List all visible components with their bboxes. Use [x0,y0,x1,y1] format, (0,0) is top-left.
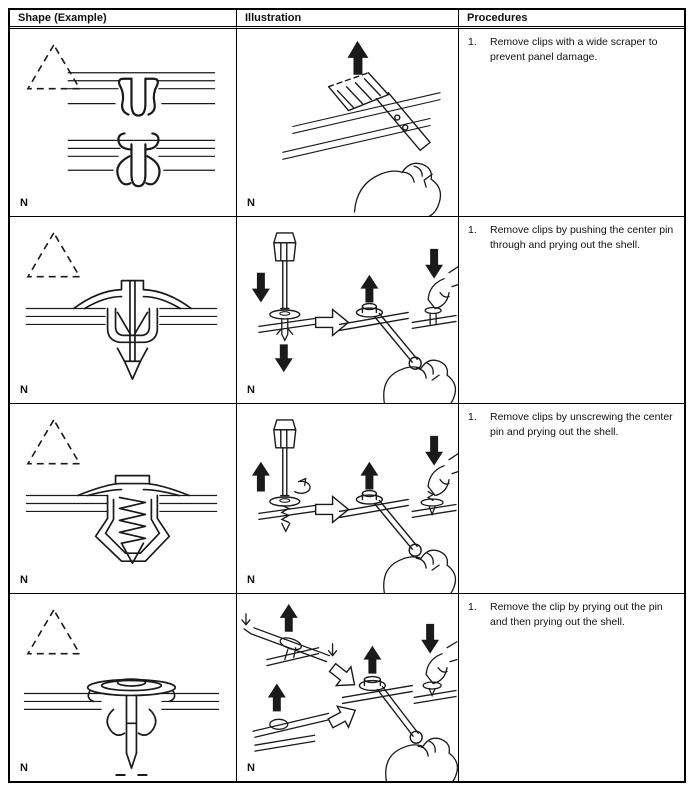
row3-shape-cell [10,404,237,594]
open-right-arrow-icon [316,310,349,336]
up-arrow-icon [363,646,381,674]
dashed-triangle-icon [28,45,80,89]
shape-code-label: N [20,197,29,209]
row4-illustration-cell [237,594,459,781]
illustration-code-label: N [247,384,256,396]
procedure-number: 1. [468,411,477,423]
up-arrow-icon [360,275,378,303]
header-illustration: Illustration [237,10,459,29]
clip-removal-table [8,8,686,783]
up-arrow-icon [252,462,270,492]
open-arrow-icon [325,700,361,734]
illustration-code-label: N [247,762,256,774]
small-down-arrow-icon [242,614,250,625]
up-arrow-icon [348,41,369,75]
shape-code-label: N [20,762,29,774]
procedure-number: 1. [468,36,477,48]
procedure-number: 1. [468,224,477,236]
wide-scraper-hand-illustration [237,29,458,216]
shape-code-label: N [20,574,29,586]
procedure-text: Remove clips by pushing the center pin through and prying out the shell. [490,224,674,252]
rotate-arrow-icon [295,479,310,494]
procedure-number: 1. [468,601,477,613]
down-arrow-icon [421,624,439,654]
row3-procedures-cell [459,404,684,594]
procedure-text: Remove clips with a wide scraper to prevent panel damage. [490,36,658,64]
u-spring-clip-diagram [10,29,236,216]
shape-code-label: N [20,384,29,396]
down-arrow-icon [275,344,293,372]
header-procedures: Procedures [459,10,684,29]
up-arrow-icon [360,462,378,490]
dashed-triangle-icon [28,233,80,277]
row3-illustration-cell [237,404,459,594]
header-shape: Shape (Example) [10,10,237,29]
small-down-arrow-icon [329,644,337,656]
procedure-text: Remove the clip by prying out the pin and then prying out the shell. [490,601,663,629]
push-pin-clip-diagram [10,217,236,403]
row2-illustration-cell [237,217,459,404]
down-arrow-icon [425,249,443,279]
procedure-text: Remove clips by unscrewing the center pin and prying out the shell. [490,411,673,439]
illustration-code-label: N [247,574,256,586]
flat-head-pin-clip-diagram [10,594,236,781]
screw-pin-clip-diagram [10,404,236,593]
dashed-triangle-icon [28,420,80,464]
row1-procedures-cell [459,29,684,217]
pry-pin-illustration [237,594,458,781]
open-right-arrow-icon [316,497,349,523]
unscrew-center-pin-illustration [237,404,458,593]
illustration-code-label: N [247,197,256,209]
row1-illustration-cell [237,29,459,217]
row4-shape-cell [10,594,237,781]
row1-shape-cell [10,29,237,217]
up-arrow-icon [268,684,286,712]
down-arrow-icon [425,436,443,466]
up-arrow-icon [280,604,298,632]
row2-procedures-cell [459,217,684,404]
dashed-triangle-icon [28,610,80,654]
push-center-pin-illustration [237,217,458,403]
open-arrow-icon [325,658,362,694]
row4-procedures-cell [459,594,684,781]
row2-shape-cell [10,217,237,404]
down-arrow-icon [252,273,270,303]
